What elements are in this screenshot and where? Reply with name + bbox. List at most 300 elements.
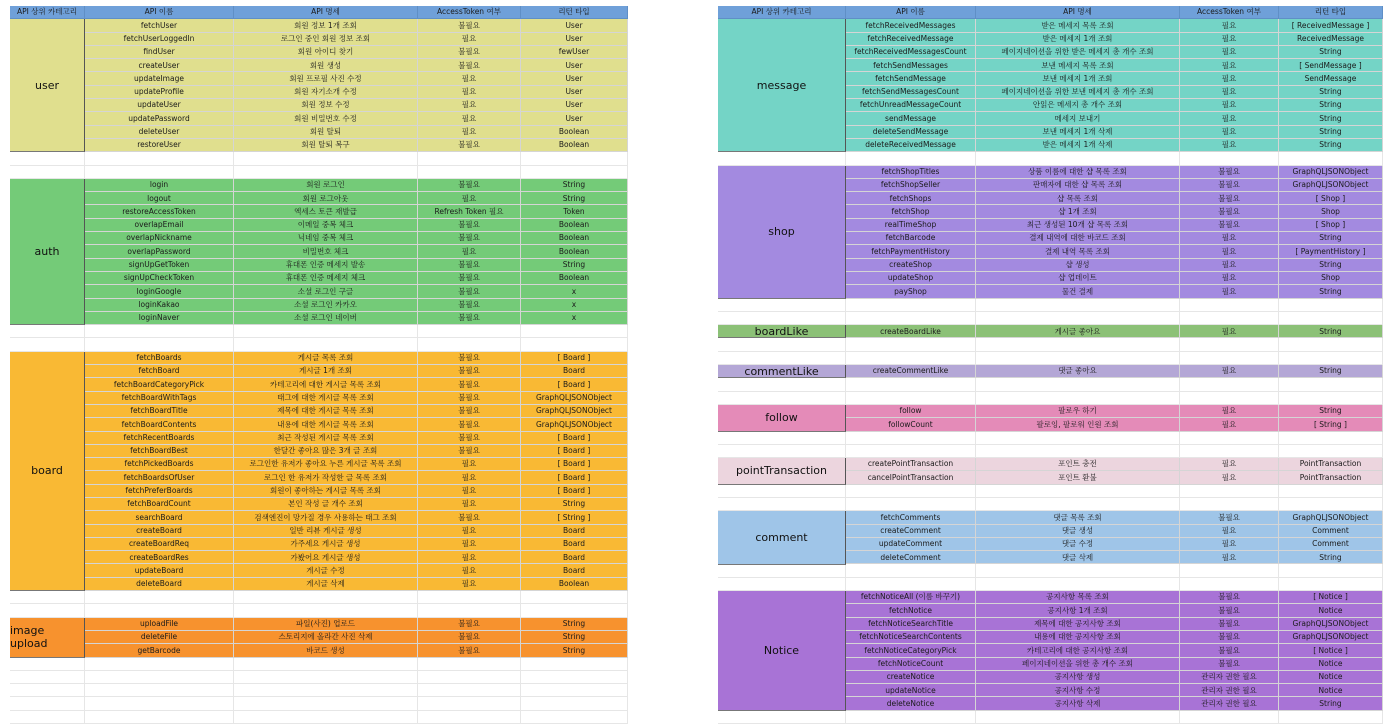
blank-cell <box>846 312 976 325</box>
api-name-cell: updatePassword <box>85 112 234 125</box>
category-label-message: message <box>718 19 846 152</box>
api-desc-cell: 게시글 목록 조회 <box>234 352 418 365</box>
access-token-cell: 불필요 <box>418 392 521 405</box>
return-type-cell: String <box>521 631 628 644</box>
api-desc-cell: 회원 정보 1개 조회 <box>234 19 418 32</box>
blank-cell <box>234 711 418 724</box>
api-name-cell: fetchBoardsOfUser <box>85 471 234 484</box>
access-token-cell: 필요 <box>1180 365 1279 378</box>
table-row <box>10 618 628 631</box>
return-type-cell: GraphQLJSONObject <box>521 392 628 405</box>
blank-cell <box>85 325 234 338</box>
access-token-cell: 필요 <box>1180 405 1279 418</box>
api-desc-cell: 회원이 좋아하는 게시글 목록 조회 <box>234 485 418 498</box>
return-type-cell: User <box>521 112 628 125</box>
api-desc-cell: 비밀번호 체크 <box>234 245 418 258</box>
blank-cell <box>234 166 418 179</box>
blank-cell <box>976 711 1180 724</box>
blank-cell <box>521 658 628 671</box>
header-access-token: AccessToken 여부 <box>1180 6 1279 19</box>
return-type-cell: Notice <box>1279 684 1383 697</box>
return-type-cell: ReceivedMessage <box>1279 33 1383 46</box>
blank-cell <box>234 684 418 697</box>
right-api-table <box>718 6 1383 724</box>
api-desc-cell: 결제 내역에 대한 바코드 조회 <box>976 232 1180 245</box>
table-row <box>10 33 628 46</box>
table-row <box>10 139 628 152</box>
api-desc-cell: 카테고리에 대한 공지사항 조회 <box>976 644 1180 657</box>
access-token-cell: 불필요 <box>418 285 521 298</box>
blank-cell <box>976 299 1180 312</box>
api-desc-cell: 휴대폰 인증 메세지 체크 <box>234 272 418 285</box>
header-api-name: API 이름 <box>85 6 234 19</box>
return-type-cell: String <box>1279 285 1383 298</box>
access-token-cell: 불필요 <box>418 139 521 152</box>
access-token-cell: 불필요 <box>1180 179 1279 192</box>
blank-cell <box>718 578 846 591</box>
api-desc-cell: 로그인 중인 회원 정보 조회 <box>234 33 418 46</box>
access-token-cell: 필요 <box>418 578 521 591</box>
api-name-cell: createShop <box>846 259 976 272</box>
blank-cell <box>1279 498 1383 511</box>
table-row <box>10 564 628 577</box>
api-name-cell: createPointTransaction <box>846 458 976 471</box>
return-type-cell: Board <box>521 538 628 551</box>
api-name-cell: updateComment <box>846 538 976 551</box>
blank-cell <box>718 432 846 445</box>
access-token-cell: 필요 <box>418 525 521 538</box>
blank-cell <box>1279 299 1383 312</box>
blank-cell <box>846 352 976 365</box>
api-desc-cell: 회원 탈퇴 복구 <box>234 139 418 152</box>
return-type-cell: GraphQLJSONObject <box>1279 511 1383 524</box>
access-token-cell: 불필요 <box>418 46 521 59</box>
access-token-cell: 불필요 <box>1180 205 1279 218</box>
blank-cell <box>85 604 234 617</box>
api-desc-cell: 본인 작성 글 개수 조회 <box>234 498 418 511</box>
blank-cell <box>1279 378 1383 391</box>
blank-cell <box>846 711 976 724</box>
return-type-cell: String <box>1279 325 1383 338</box>
api-desc-cell: 받은 메세지 1개 조회 <box>976 33 1180 46</box>
access-token-cell: 필요 <box>1180 86 1279 99</box>
access-token-cell: 필요 <box>1180 458 1279 471</box>
blank-cell <box>976 564 1180 577</box>
return-type-cell: Boolean <box>521 245 628 258</box>
blank-cell <box>234 325 418 338</box>
access-token-cell: Refresh Token 필요 <box>418 205 521 218</box>
blank-cell <box>846 378 976 391</box>
api-name-cell: deleteSendMessage <box>846 126 976 139</box>
blank-cell <box>976 432 1180 445</box>
api-desc-cell: 검색엔진이 망가질 경우 사용하는 태그 조회 <box>234 511 418 524</box>
return-type-cell: Notice <box>1279 658 1383 671</box>
blank-cell <box>521 604 628 617</box>
table-row <box>10 378 628 391</box>
api-name-cell: cancelPointTransaction <box>846 471 976 484</box>
blank-cell <box>234 152 418 165</box>
table-row <box>10 259 628 272</box>
api-desc-cell: 샵 생성 <box>976 259 1180 272</box>
blank-cell <box>718 711 846 724</box>
blank-cell <box>1279 711 1383 724</box>
access-token-cell: 필요 <box>1180 112 1279 125</box>
blank-cell <box>85 711 234 724</box>
blank-cell <box>10 697 85 710</box>
api-name-cell: fetchShops <box>846 192 976 205</box>
api-desc-cell: 이메일 중복 체크 <box>234 219 418 232</box>
api-name-cell: fetchSendMessages <box>846 59 976 72</box>
access-token-cell: 필요 <box>418 245 521 258</box>
api-desc-cell: 페이지네이션을 위한 받은 메세지 총 개수 조회 <box>976 46 1180 59</box>
left-api-table <box>10 6 628 724</box>
api-desc-cell: 페이지네이션을 위한 보낸 메세지 총 개수 조회 <box>976 86 1180 99</box>
blank-row <box>718 299 1383 312</box>
access-token-cell: 불필요 <box>418 312 521 325</box>
api-name-cell: fetchSendMessage <box>846 72 976 85</box>
blank-row <box>10 711 628 724</box>
table-row <box>10 46 628 59</box>
blank-cell <box>1279 564 1383 577</box>
api-desc-cell: 물건 결제 <box>976 285 1180 298</box>
return-type-cell: User <box>521 19 628 32</box>
api-name-cell: findUser <box>85 46 234 59</box>
api-name-cell: overlapPassword <box>85 245 234 258</box>
api-name-cell: deleteUser <box>85 126 234 139</box>
table-row <box>10 219 628 232</box>
blank-row <box>10 671 628 684</box>
blank-cell <box>976 498 1180 511</box>
access-token-cell: 불필요 <box>418 179 521 192</box>
blank-row <box>718 338 1383 351</box>
api-desc-cell: 휴대폰 인증 메세지 발송 <box>234 259 418 272</box>
return-type-cell: String <box>521 259 628 272</box>
api-name-cell: deleteComment <box>846 551 976 564</box>
return-type-cell: String <box>521 192 628 205</box>
blank-cell <box>1279 392 1383 405</box>
category-label-auth: auth <box>10 179 85 325</box>
header-return-type: 리턴 타입 <box>1279 6 1383 19</box>
api-name-cell: deleteNotice <box>846 697 976 710</box>
blank-cell <box>718 338 846 351</box>
api-desc-cell: 보낸 메세지 목록 조회 <box>976 59 1180 72</box>
access-token-cell: 불필요 <box>418 365 521 378</box>
blank-cell <box>1279 312 1383 325</box>
api-desc-cell: 파일(사진) 업로드 <box>234 618 418 631</box>
blank-cell <box>85 697 234 710</box>
api-name-cell: fetchReceivedMessage <box>846 33 976 46</box>
blank-cell <box>418 697 521 710</box>
api-name-cell: overlapNickname <box>85 232 234 245</box>
blank-cell <box>10 338 85 351</box>
api-name-cell: loginGoogle <box>85 285 234 298</box>
return-type-cell: Boolean <box>521 232 628 245</box>
blank-cell <box>521 152 628 165</box>
access-token-cell: 필요 <box>1180 46 1279 59</box>
blank-cell <box>718 312 846 325</box>
return-type-cell: String <box>1279 112 1383 125</box>
access-token-cell: 불필요 <box>418 418 521 431</box>
access-token-cell: 필요 <box>1180 99 1279 112</box>
blank-cell <box>1279 152 1383 165</box>
api-name-cell: fetchUnreadMessageCount <box>846 99 976 112</box>
return-type-cell: Shop <box>1279 205 1383 218</box>
access-token-cell: 불필요 <box>418 352 521 365</box>
blank-row <box>718 312 1383 325</box>
blank-cell <box>85 338 234 351</box>
blank-cell <box>718 564 846 577</box>
return-type-cell: String <box>1279 126 1383 139</box>
blank-cell <box>234 671 418 684</box>
blank-cell <box>976 578 1180 591</box>
blank-cell <box>10 591 85 604</box>
api-desc-cell: 안읽은 메세지 총 개수 조회 <box>976 99 1180 112</box>
api-desc-cell: 샵 업데이트 <box>976 272 1180 285</box>
api-name-cell: createBoardReq <box>85 538 234 551</box>
blank-cell <box>718 352 846 365</box>
return-type-cell: Board <box>521 564 628 577</box>
return-type-cell: [ Notice ] <box>1279 644 1383 657</box>
access-token-cell: 불필요 <box>418 618 521 631</box>
api-name-cell: fetchNoticeCategoryPick <box>846 644 976 657</box>
api-name-cell: fetchRecentBoards <box>85 432 234 445</box>
api-desc-cell: 결제 내역 목록 조회 <box>976 245 1180 258</box>
api-name-cell: fetchSendMessagesCount <box>846 86 976 99</box>
access-token-cell: 필요 <box>418 99 521 112</box>
return-type-cell: SendMessage <box>1279 72 1383 85</box>
table-row <box>10 72 628 85</box>
access-token-cell: 필요 <box>418 33 521 46</box>
blank-cell <box>418 338 521 351</box>
blank-row <box>718 432 1383 445</box>
api-desc-cell: 보낸 메세지 1개 삭제 <box>976 126 1180 139</box>
api-name-cell: restoreUser <box>85 139 234 152</box>
category-label-board: board <box>10 352 85 591</box>
api-name-cell: uploadFile <box>85 618 234 631</box>
access-token-cell: 불필요 <box>418 631 521 644</box>
api-name-cell: followCount <box>846 418 976 431</box>
return-type-cell: GraphQLJSONObject <box>1279 631 1383 644</box>
api-name-cell: updateProfile <box>85 86 234 99</box>
api-name-cell: fetchNoticeSearchContents <box>846 631 976 644</box>
header-category: API 상위 카테고리 <box>10 6 85 19</box>
table-row <box>10 485 628 498</box>
blank-cell <box>418 684 521 697</box>
access-token-cell: 관리자 권한 필요 <box>1180 684 1279 697</box>
api-name-cell: fetchBoard <box>85 365 234 378</box>
api-name-cell: overlapEmail <box>85 219 234 232</box>
api-desc-cell: 소셜 로그인 카카오 <box>234 299 418 312</box>
api-desc-cell: 회원 자기소개 수정 <box>234 86 418 99</box>
api-desc-cell: 회원 프로필 사진 수정 <box>234 72 418 85</box>
api-desc-cell: 가봤어요 게시글 생성 <box>234 551 418 564</box>
table-row <box>10 538 628 551</box>
return-type-cell: PointTransaction <box>1279 458 1383 471</box>
access-token-cell: 불필요 <box>1180 219 1279 232</box>
return-type-cell: [ Board ] <box>521 352 628 365</box>
blank-cell <box>234 658 418 671</box>
api-desc-cell: 닉네임 중복 체크 <box>234 232 418 245</box>
api-desc-cell: 소셜 로그인 구글 <box>234 285 418 298</box>
access-token-cell: 불필요 <box>1180 658 1279 671</box>
blank-row <box>718 392 1383 405</box>
blank-cell <box>976 352 1180 365</box>
category-label-notice: Notice <box>718 591 846 711</box>
blank-cell <box>521 325 628 338</box>
return-type-cell: String <box>1279 405 1383 418</box>
api-desc-cell: 공지사항 생성 <box>976 671 1180 684</box>
blank-cell <box>976 312 1180 325</box>
access-token-cell: 필요 <box>418 485 521 498</box>
access-token-cell: 관리자 권한 필요 <box>1180 671 1279 684</box>
blank-row <box>10 166 628 179</box>
api-name-cell: fetchBoardCount <box>85 498 234 511</box>
api-desc-cell: 판매자에 대한 샵 목록 조회 <box>976 179 1180 192</box>
blank-row <box>718 378 1383 391</box>
blank-cell <box>521 166 628 179</box>
access-token-cell: 불필요 <box>418 299 521 312</box>
table-row <box>10 99 628 112</box>
api-desc-cell: 받은 메세지 목록 조회 <box>976 19 1180 32</box>
access-token-cell: 필요 <box>1180 19 1279 32</box>
blank-row <box>718 711 1383 724</box>
blank-cell <box>1180 299 1279 312</box>
api-name-cell: fetchShopSeller <box>846 179 976 192</box>
api-desc-cell: 포인트 환불 <box>976 471 1180 484</box>
blank-cell <box>234 338 418 351</box>
access-token-cell: 필요 <box>418 112 521 125</box>
return-type-cell: [ Board ] <box>521 445 628 458</box>
api-name-cell: signUpGetToken <box>85 259 234 272</box>
blank-row <box>718 498 1383 511</box>
access-token-cell: 필요 <box>1180 245 1279 258</box>
api-name-cell: payShop <box>846 285 976 298</box>
access-token-cell: 불필요 <box>418 511 521 524</box>
blank-row <box>718 152 1383 165</box>
api-desc-cell: 댓글 생성 <box>976 525 1180 538</box>
api-desc-cell: 공지사항 1개 조회 <box>976 604 1180 617</box>
api-desc-cell: 게시글 1개 조회 <box>234 365 418 378</box>
api-name-cell: fetchBoardContents <box>85 418 234 431</box>
api-desc-cell: 댓글 삭제 <box>976 551 1180 564</box>
blank-cell <box>846 152 976 165</box>
api-desc-cell: 최근 생성된 10개 샵 목록 조회 <box>976 219 1180 232</box>
table-row <box>10 432 628 445</box>
blank-cell <box>418 166 521 179</box>
api-desc-cell: 바코드 생성 <box>234 644 418 657</box>
api-name-cell: fetchBoardBest <box>85 445 234 458</box>
blank-cell <box>10 604 85 617</box>
access-token-cell: 필요 <box>418 498 521 511</box>
api-name-cell: fetchUser <box>85 19 234 32</box>
api-desc-cell: 제목에 대한 게시글 목록 조회 <box>234 405 418 418</box>
return-type-cell: Board <box>521 525 628 538</box>
return-type-cell: Board <box>521 551 628 564</box>
blank-cell <box>521 711 628 724</box>
table-row <box>10 458 628 471</box>
api-desc-cell: 회원 탈퇴 <box>234 126 418 139</box>
blank-cell <box>976 338 1180 351</box>
blank-cell <box>234 697 418 710</box>
header-api-desc: API 명세 <box>976 6 1180 19</box>
api-name-cell: fetchComments <box>846 511 976 524</box>
blank-cell <box>1180 432 1279 445</box>
return-type-cell: x <box>521 312 628 325</box>
return-type-cell: Boolean <box>521 272 628 285</box>
api-desc-cell: 태그에 대한 게시글 목록 조회 <box>234 392 418 405</box>
return-type-cell: Comment <box>1279 525 1383 538</box>
table-row <box>10 405 628 418</box>
api-desc-cell: 가주세요 게시글 생성 <box>234 538 418 551</box>
return-type-cell: String <box>521 498 628 511</box>
category-label-point: pointTransaction <box>718 458 846 485</box>
blank-cell <box>718 152 846 165</box>
blank-cell <box>85 684 234 697</box>
blank-cell <box>10 671 85 684</box>
return-type-cell: x <box>521 299 628 312</box>
access-token-cell: 불필요 <box>418 378 521 391</box>
return-type-cell: Notice <box>1279 671 1383 684</box>
table-row <box>10 126 628 139</box>
return-type-cell: Comment <box>1279 538 1383 551</box>
return-type-cell: GraphQLJSONObject <box>1279 179 1383 192</box>
category-label-boardlike: boardLike <box>718 325 846 338</box>
return-type-cell: User <box>521 86 628 99</box>
blank-cell <box>10 166 85 179</box>
blank-cell <box>418 152 521 165</box>
blank-cell <box>1180 338 1279 351</box>
api-desc-cell: 포인트 충전 <box>976 458 1180 471</box>
return-type-cell: [ Shop ] <box>1279 192 1383 205</box>
table-row <box>10 418 628 431</box>
blank-cell <box>846 299 976 312</box>
api-desc-cell: 로그인한 유저가 좋아요 누른 게시글 목록 조회 <box>234 458 418 471</box>
api-name-cell: loginKakao <box>85 299 234 312</box>
table-row <box>10 445 628 458</box>
api-desc-cell: 게시글 좋아요 <box>976 325 1180 338</box>
table-row <box>10 272 628 285</box>
api-name-cell: updateImage <box>85 72 234 85</box>
api-desc-cell: 로그인 한 유저가 작성한 글 목록 조회 <box>234 471 418 484</box>
access-token-cell: 불필요 <box>418 232 521 245</box>
blank-row <box>718 564 1383 577</box>
blank-cell <box>418 671 521 684</box>
api-desc-cell: 한달간 좋아요 많은 3개 글 조회 <box>234 445 418 458</box>
api-name-cell: fetchPaymentHistory <box>846 245 976 258</box>
api-desc-cell: 팔로잉, 팔로워 인원 조회 <box>976 418 1180 431</box>
return-type-cell: GraphQLJSONObject <box>521 405 628 418</box>
blank-cell <box>1180 312 1279 325</box>
api-name-cell: fetchReceivedMessagesCount <box>846 46 976 59</box>
api-name-cell: fetchNoticeAll (이름 바꾸기) <box>846 591 976 604</box>
api-desc-cell: 회원 정보 수정 <box>234 99 418 112</box>
api-desc-cell: 댓글 목록 조회 <box>976 511 1180 524</box>
api-desc-cell: 회원 로그아웃 <box>234 192 418 205</box>
blank-cell <box>1279 338 1383 351</box>
return-type-cell: GraphQLJSONObject <box>1279 166 1383 179</box>
return-type-cell: String <box>1279 365 1383 378</box>
api-name-cell: deleteReceivedMessage <box>846 139 976 152</box>
return-type-cell: [ Board ] <box>521 432 628 445</box>
access-token-cell: 필요 <box>1180 525 1279 538</box>
blank-cell <box>1180 392 1279 405</box>
blank-cell <box>10 325 85 338</box>
api-desc-cell: 게시글 수정 <box>234 564 418 577</box>
access-token-cell: 필요 <box>1180 285 1279 298</box>
access-token-cell: 불필요 <box>418 19 521 32</box>
table-row <box>10 59 628 72</box>
header-return-type: 리턴 타입 <box>521 6 628 19</box>
